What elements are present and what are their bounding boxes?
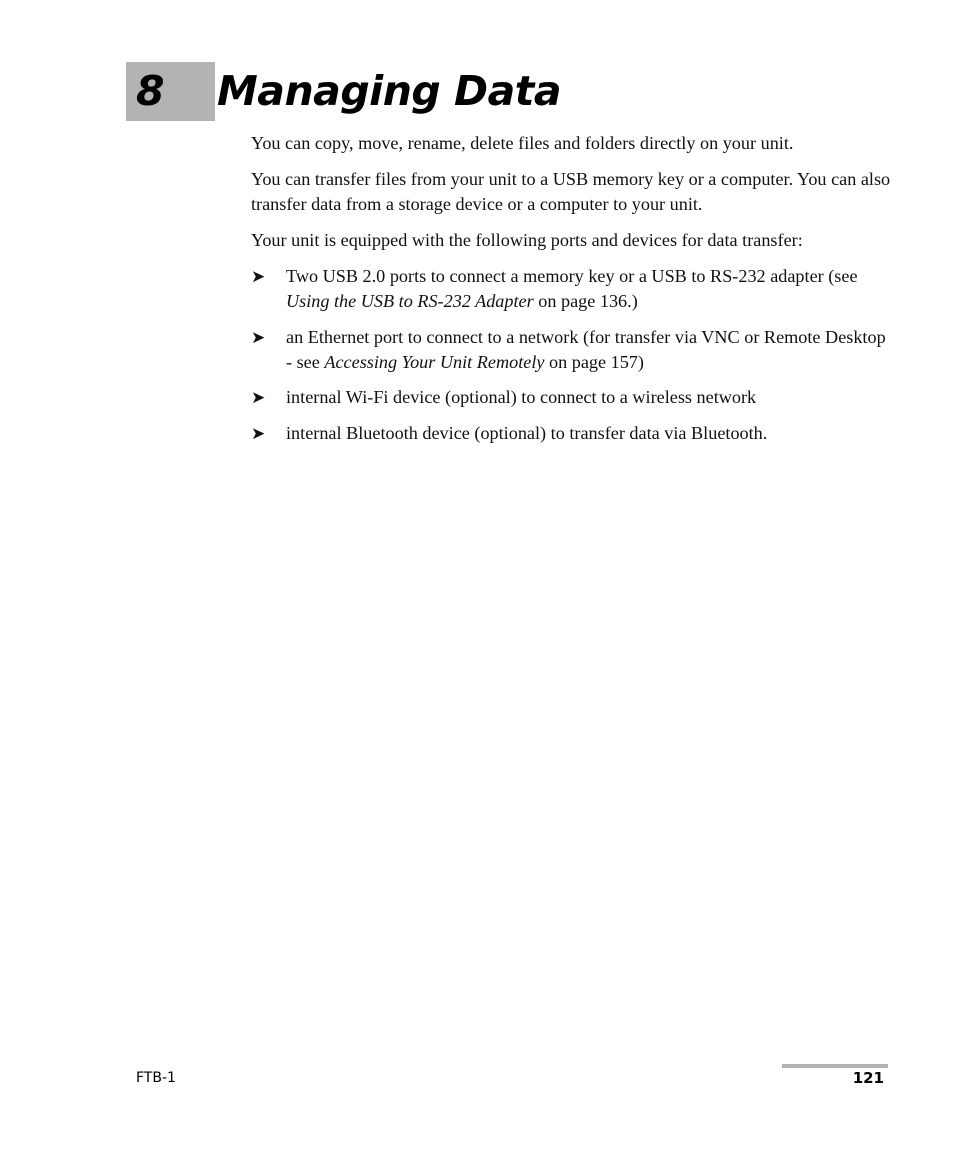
arrow-bullet-icon: ➤ (251, 328, 266, 348)
list-item-text: internal Bluetooth device (optional) to transfer data via Bluetooth. (286, 423, 768, 443)
arrow-bullet-icon: ➤ (251, 388, 266, 408)
intro-paragraph-3: Your unit is equipped with the following ports and devices for data transfer: (251, 230, 803, 250)
list-item-text-after: on page 136.) (533, 291, 638, 311)
list-item-text-before: an Ethernet port to connect to a network (for transfer via VNC or Remote Desktop - see (286, 327, 886, 372)
list-item-text (286, 325, 886, 375)
intro-paragraph-1: You can copy, move, rename, delete files and folders directly on your unit. (251, 133, 794, 153)
page-title: Managing Data (217, 67, 562, 115)
arrow-bullet-icon: ➤ (251, 267, 266, 287)
intro-paragraph-2: You can transfer files from your unit to a USB memory key or a computer. You can also transfer data from a storage device or a computer to your unit. (251, 169, 891, 214)
list-item-text (286, 264, 886, 314)
list-item-text-after: on page 157) (544, 352, 644, 372)
page-number: 121 (852, 1069, 884, 1087)
list-item-text-before: Two USB 2.0 ports to connect a memory key or a USB to RS-232 adapter (see (286, 266, 858, 286)
footer-product-name: FTB-1 (136, 1070, 176, 1086)
list-item-text: internal Wi-Fi device (optional) to connect to a wireless network (286, 387, 757, 407)
footer-divider (782, 1064, 888, 1068)
cross-reference-link[interactable]: Using the USB to RS-232 Adapter (286, 291, 534, 311)
cross-reference-link[interactable]: Accessing Your Unit Remotely (324, 352, 545, 372)
chapter-number: 8 (136, 67, 165, 115)
arrow-bullet-icon: ➤ (251, 424, 266, 444)
